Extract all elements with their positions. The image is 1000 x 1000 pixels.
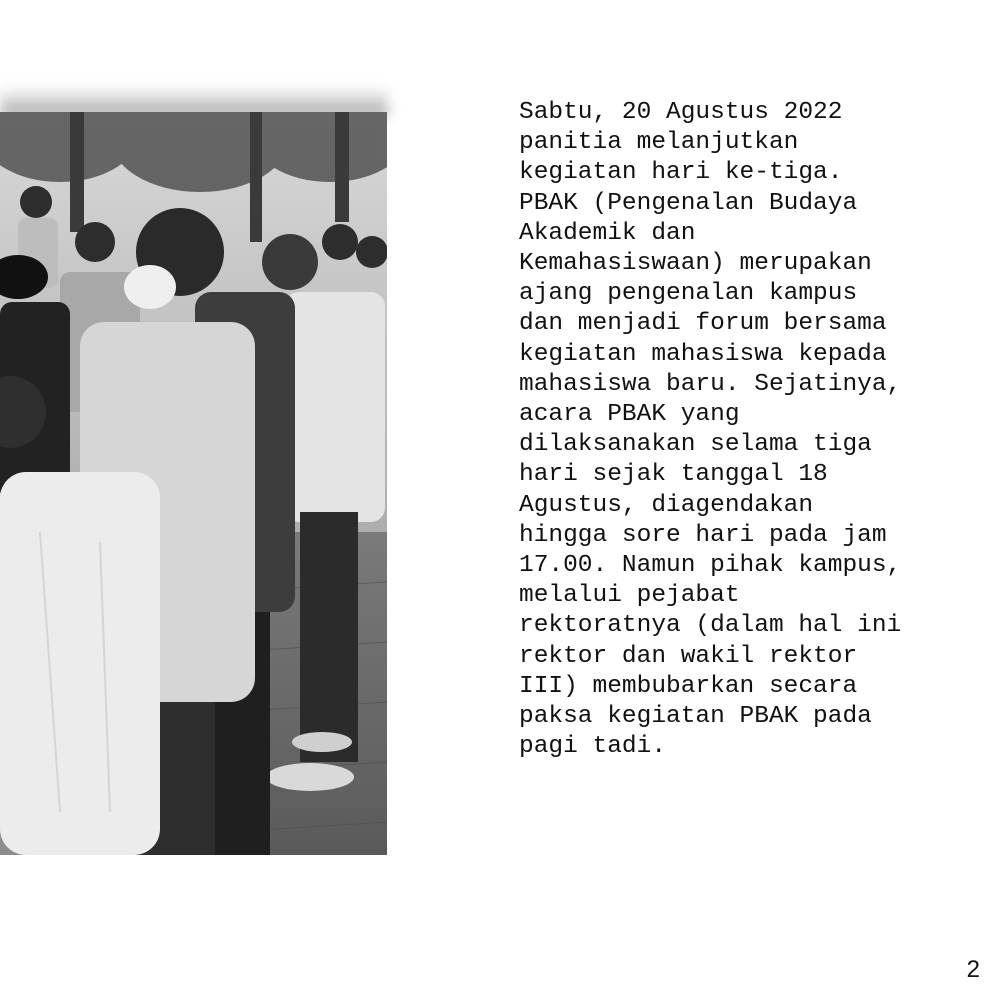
article-line: acara PBAK yang — [519, 401, 740, 429]
crowd-photo — [0, 112, 387, 855]
article-line: hingga sore hari pada jam — [519, 521, 887, 549]
article-line: dilaksanakan selama tiga — [519, 431, 872, 459]
article-line: kegiatan hari ke-tiga. — [519, 159, 843, 187]
article-line: mahasiswa baru. Sejatinya, — [519, 370, 902, 398]
article-line: panitia melanjutkan — [519, 129, 799, 157]
article-line: melalui pejabat — [519, 582, 740, 610]
article-line: dan menjadi forum bersama — [519, 310, 887, 338]
article-line: ajang pengenalan kampus — [519, 280, 858, 308]
article-line: paksa kegiatan PBAK pada — [519, 703, 872, 731]
article-line: pagi tadi. — [519, 733, 667, 761]
article-line: hari sejak tanggal 18 — [519, 461, 828, 489]
article-line: PBAK (Pengenalan Budaya — [519, 189, 858, 217]
page-number: 2 — [966, 956, 980, 983]
article-line: Agustus, diagendakan — [519, 491, 814, 519]
crowd-photo-illustration — [0, 112, 387, 855]
article-line: Akademik dan — [519, 219, 696, 247]
article-line: III) membubarkan secara — [519, 672, 858, 700]
article-line: Sabtu, 20 Agustus 2022 — [519, 99, 843, 126]
article-line: kegiatan mahasiswa kepada — [519, 340, 887, 368]
article-line: rektoratnya (dalam hal ini — [519, 612, 902, 640]
article-line: Kemahasiswaan) merupakan — [519, 250, 872, 278]
article-line: rektor dan wakil rektor — [519, 642, 858, 670]
article-text — [519, 98, 939, 762]
article-line: 17.00. Namun pihak kampus, — [519, 552, 902, 580]
